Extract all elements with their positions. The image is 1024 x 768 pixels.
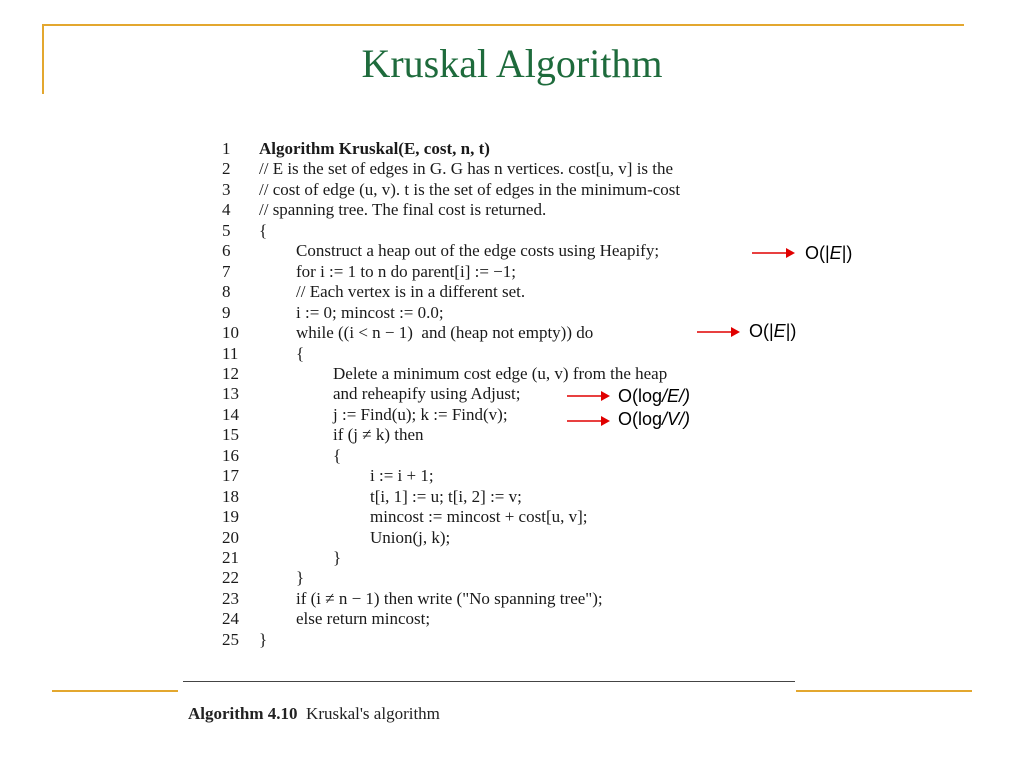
line-number: 14 — [222, 404, 239, 424]
code-line — [222, 548, 802, 568]
code-line — [222, 241, 802, 261]
line-number: 8 — [222, 282, 231, 302]
code-line — [222, 405, 802, 425]
slide-title: Kruskal Algorithm — [361, 41, 663, 86]
line-text: if (j ≠ k) then — [333, 425, 424, 445]
code-line — [222, 262, 802, 282]
bottom-left-frame-line — [52, 690, 178, 692]
code-line — [222, 609, 802, 629]
line-text: t[i, 1] := u; t[i, 2] := v; — [370, 486, 522, 506]
line-number: 13 — [222, 384, 239, 404]
code-line — [222, 159, 802, 179]
annotation-find-var: /V/) — [662, 409, 691, 429]
code-line — [222, 446, 802, 466]
line-number: 24 — [222, 609, 239, 629]
annotation-adjust-var: /E/) — [662, 386, 691, 406]
line-text: { — [333, 445, 342, 465]
code-line — [222, 200, 802, 220]
line-text: j := Find(u); k := Find(v); — [333, 404, 508, 424]
line-text: Union(j, k); — [370, 527, 451, 547]
line-number: 3 — [222, 179, 231, 199]
line-number: 1 — [222, 139, 231, 158]
line-text: } — [296, 568, 305, 588]
caption-rule — [183, 681, 795, 682]
code-line — [222, 466, 802, 486]
line-text: Delete a minimum cost edge (u, v) from the heap — [333, 363, 668, 383]
line-number: 23 — [222, 588, 239, 608]
line-number: 9 — [222, 302, 231, 322]
code-line — [222, 589, 802, 609]
code-line — [222, 139, 802, 159]
line-text: Algorithm Kruskal(E, cost, n, t) — [259, 139, 490, 158]
line-number: 18 — [222, 486, 239, 506]
line-number: 5 — [222, 220, 231, 240]
code-line — [222, 487, 802, 507]
algorithm-listing — [222, 139, 802, 664]
line-number: 2 — [222, 159, 231, 179]
line-text: while ((i < n − 1) and (heap not empty)) do — [296, 323, 594, 343]
code-line — [222, 507, 802, 527]
code-line — [222, 364, 802, 384]
code-line — [222, 180, 802, 200]
line-number: 7 — [222, 261, 231, 281]
code-line — [222, 384, 802, 404]
line-number: 22 — [222, 568, 239, 588]
line-number: 10 — [222, 323, 239, 343]
line-text: mincost := mincost + cost[u, v]; — [370, 507, 588, 527]
arrow-find — [567, 414, 611, 428]
bottom-right-frame-line — [796, 690, 972, 692]
line-text: // Each vertex is in a different set. — [296, 282, 526, 302]
annotation-heapify-var: E — [829, 243, 842, 263]
line-text: Construct a heap out of the edge costs using Heapify; — [296, 241, 660, 261]
line-number: 17 — [222, 466, 239, 486]
line-text: i := i + 1; — [370, 466, 434, 486]
code-line — [222, 303, 802, 323]
arrow-adjust — [567, 389, 611, 403]
line-text: if (i ≠ n − 1) then write ("No spanning tree"); — [296, 588, 603, 608]
line-text: and reheapify using Adjust; — [333, 384, 521, 404]
arrow-heapify — [752, 246, 796, 260]
line-text: // cost of edge (u, v). t is the set of edges in the minimum-cost — [259, 179, 681, 199]
annotation-while: O(|E|) — [749, 321, 797, 341]
code-line — [222, 425, 802, 445]
annotation-adjust: O(log/E/) — [618, 386, 691, 406]
annotation-while-var: E — [773, 321, 786, 341]
code-line — [222, 630, 802, 650]
code-line — [222, 568, 802, 588]
code-line — [222, 221, 802, 241]
line-text: i := 0; mincost := 0.0; — [296, 302, 444, 322]
line-number: 11 — [222, 343, 239, 363]
line-text: for i := 1 to n do parent[i] := −1; — [296, 261, 516, 281]
code-line — [222, 344, 802, 364]
annotation-heapify: O(|E|) — [805, 243, 853, 263]
line-number: 4 — [222, 200, 231, 220]
line-number: 21 — [222, 548, 239, 567]
line-text: } — [259, 629, 268, 649]
line-text: } — [333, 548, 342, 567]
line-number: 16 — [222, 445, 239, 465]
line-text: // E is the set of edges in G. G has n vertices. cost[u, v] is the — [259, 159, 674, 179]
line-text: { — [259, 220, 268, 240]
line-text: { — [296, 343, 305, 363]
code-line — [222, 282, 802, 302]
top-frame-line — [42, 24, 964, 26]
line-text: // spanning tree. The final cost is returned. — [259, 200, 547, 220]
line-number: 20 — [222, 527, 239, 547]
line-number: 6 — [222, 241, 231, 261]
annotation-find: O(log/V/) — [618, 409, 691, 429]
arrow-while — [697, 325, 741, 339]
code-line — [222, 528, 802, 548]
line-number: 19 — [222, 507, 239, 527]
line-text: else return mincost; — [296, 609, 431, 629]
line-number: 12 — [222, 363, 239, 383]
line-number: 15 — [222, 425, 239, 445]
algorithm-caption: Algorithm 4.10 Kruskal's algorithm — [188, 704, 440, 723]
line-number: 25 — [222, 629, 239, 649]
